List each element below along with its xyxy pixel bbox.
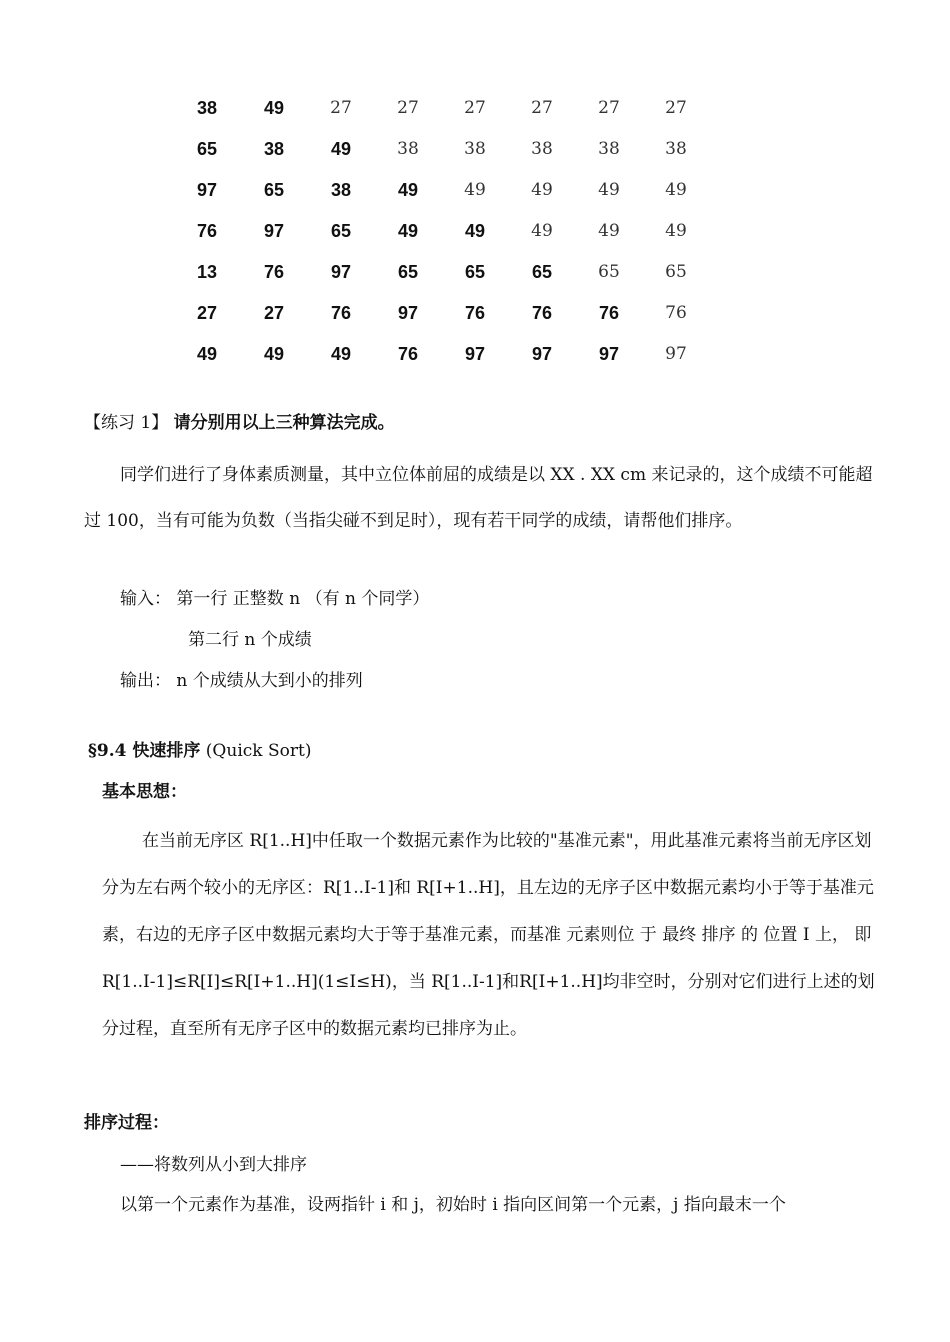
table-cell: 65 (464, 262, 486, 282)
table-cell: 76 (464, 303, 486, 323)
table-cell: 65 (196, 139, 218, 159)
table-cell: 13 (196, 262, 218, 282)
table-cell: 49 (598, 180, 620, 200)
table-cell: 49 (665, 221, 687, 241)
table-cell: 38 (263, 139, 285, 159)
section-title: §9.4 快速排序 (88, 741, 201, 761)
table-cell: 76 (531, 303, 553, 323)
table-cell: 76 (397, 344, 419, 364)
section-title-en: (Quick Sort) (200, 741, 312, 761)
table-cell: 76 (330, 303, 352, 323)
table-cell: 38 (531, 139, 553, 159)
table-cell: 38 (397, 139, 419, 159)
process-text: 以第一个元素作为基准，设两指针 i 和 j，初始时 i 指向区间第一个元素，j 指向最末一个 (120, 1195, 786, 1215)
table-cell: 27 (397, 98, 419, 118)
table-cell: 38 (196, 98, 218, 118)
basic-idea-paragraph: 在当前无序区 R[1..H]中任取一个数据元素作为比较的"基准元素"，用此基准元素将当前无序区划分为左右两个较小的无序区：R[1..I-1]和 R[I+1..H]，且左边的无序子区中数据元素均小于等于基准元素，右边的无序子区中数据元素均大于等于基准元素，而基准 元素则位 于 最终 排序 的 位置 I 上， 即 R[1..I-1]≤R[I]≤R[I+1..H](1≤I≤H)，当 R[1..I-1]和R[I+1..H]均非空时，分别对它们进行上述的划分过程，直至所有无序子区中的数据元素均已排序为止。 (102, 831, 875, 1039)
table-cell: 49 (531, 180, 553, 200)
table-cell: 27 (598, 98, 620, 118)
table-cell: 27 (263, 303, 285, 323)
exercise-tag: 【练习 1】 (84, 413, 169, 433)
table-cell: 65 (330, 221, 352, 241)
table-cell: 97 (464, 344, 486, 364)
process-label: 排序过程： (84, 1113, 169, 1133)
section-heading (88, 740, 311, 762)
table-cell: 27 (531, 98, 553, 118)
basic-idea-label: 基本思想： (102, 782, 187, 802)
table-cell: 38 (598, 139, 620, 159)
table-cell: 27 (196, 303, 218, 323)
table-cell: 49 (397, 180, 419, 200)
table-cell: 27 (464, 98, 486, 118)
table-cell: 76 (196, 221, 218, 241)
table-cell: 38 (330, 180, 352, 200)
table-cell: 65 (598, 262, 620, 282)
table-cell: 97 (397, 303, 419, 323)
exercise-paragraph: 同学们进行了身体素质测量，其中立位体前屈的成绩是以 XX . XX cm 来记录的，这个成绩不可能超过 100，当有可能为负数（当指尖碰不到足时），现有若干同学的成绩，请帮他们排序。 (84, 465, 873, 531)
exercise-title: 请分别用以上三种算法完成。 (173, 413, 395, 433)
exercise-heading (84, 412, 395, 434)
table-cell: 49 (330, 344, 352, 364)
table-cell: 49 (263, 344, 285, 364)
table-cell: 97 (263, 221, 285, 241)
table-cell: 65 (665, 262, 687, 282)
table-cell: 49 (263, 98, 285, 118)
table-cell: 76 (598, 303, 620, 323)
process-subtitle: ——将数列从小到大排序 (120, 1155, 307, 1175)
table-cell: 38 (464, 139, 486, 159)
table-cell: 65 (531, 262, 553, 282)
table-cell: 49 (330, 139, 352, 159)
table-cell: 76 (665, 303, 687, 323)
table-cell: 97 (598, 344, 620, 364)
table-cell: 49 (665, 180, 687, 200)
table-cell: 97 (196, 180, 218, 200)
table-cell: 76 (263, 262, 285, 282)
table-cell: 65 (397, 262, 419, 282)
table-cell: 97 (330, 262, 352, 282)
table-cell: 49 (464, 221, 486, 241)
table-cell: 97 (665, 344, 687, 364)
table-cell: 27 (665, 98, 687, 118)
table-cell: 27 (330, 98, 352, 118)
table-cell: 49 (397, 221, 419, 241)
table-cell: 49 (196, 344, 218, 364)
output-line: 输出： n 个成绩从大到小的排列 (120, 671, 363, 691)
table-cell: 65 (263, 180, 285, 200)
input-line-2: 第二行 n 个成绩 (188, 630, 312, 650)
table-cell: 97 (531, 344, 553, 364)
table-cell: 49 (598, 221, 620, 241)
input-line-1: 输入： 第一行 正整数 n （有 n 个同学） (120, 589, 430, 609)
table-cell: 38 (665, 139, 687, 159)
table-cell: 49 (464, 180, 486, 200)
table-cell: 49 (531, 221, 553, 241)
